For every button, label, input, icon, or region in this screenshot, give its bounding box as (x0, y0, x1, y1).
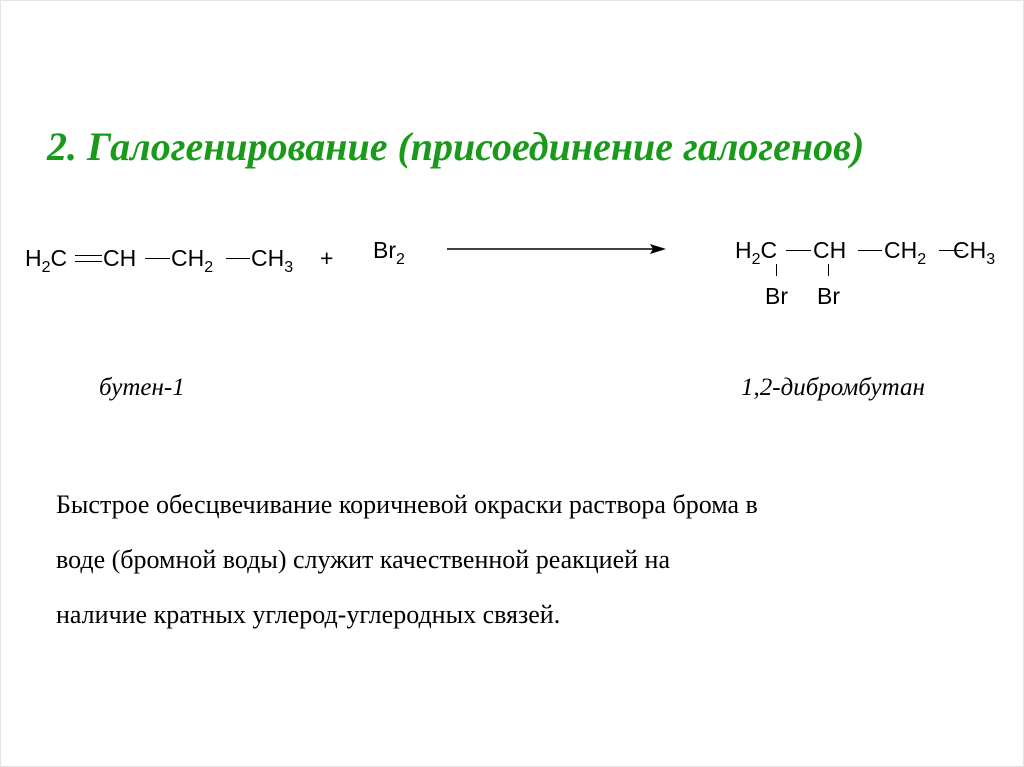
slide-title: 2. Галогенирование (присоединение галогенов) (47, 124, 865, 169)
product-br-1: Br (765, 283, 788, 309)
reactant-ch3: $CH_3$ (251, 245, 294, 276)
reactant-name: бутен-1 (99, 374, 185, 401)
bond-line (776, 264, 777, 276)
plus-sign: + (320, 245, 334, 271)
product-br-2: Br (817, 283, 840, 309)
bond-line (858, 250, 882, 251)
paragraph-line: воде (бромной воды) служит качественной реакцией на (56, 545, 670, 574)
reactant-ch: CH (103, 245, 137, 271)
reactant-ch2: $CH_2$ (171, 245, 214, 276)
product-name: 1,2-дибромбутан (741, 374, 925, 401)
bond-line (226, 258, 250, 259)
reaction-arrow-icon (447, 241, 667, 257)
product-ch: CH (813, 237, 847, 263)
double-bond (75, 255, 102, 262)
paragraph-line: Быстрое обесцвечивание коричневой окраски раствора брома в (56, 490, 758, 519)
reagent-br2: $Br_2$ (373, 237, 405, 268)
product-h2c: $H_2C$ (735, 237, 778, 268)
explanation-paragraph (56, 477, 996, 642)
reactant-h2c: $H_2C$ (25, 245, 68, 276)
bond-line (145, 258, 170, 259)
bond-line (828, 264, 829, 276)
bond-line (786, 250, 811, 251)
paragraph-line: наличие кратных углерод-углеродных связей. (56, 600, 561, 629)
product-ch3: $CH_3$ (953, 237, 996, 268)
product-ch2: $CH_2$ (884, 237, 927, 268)
